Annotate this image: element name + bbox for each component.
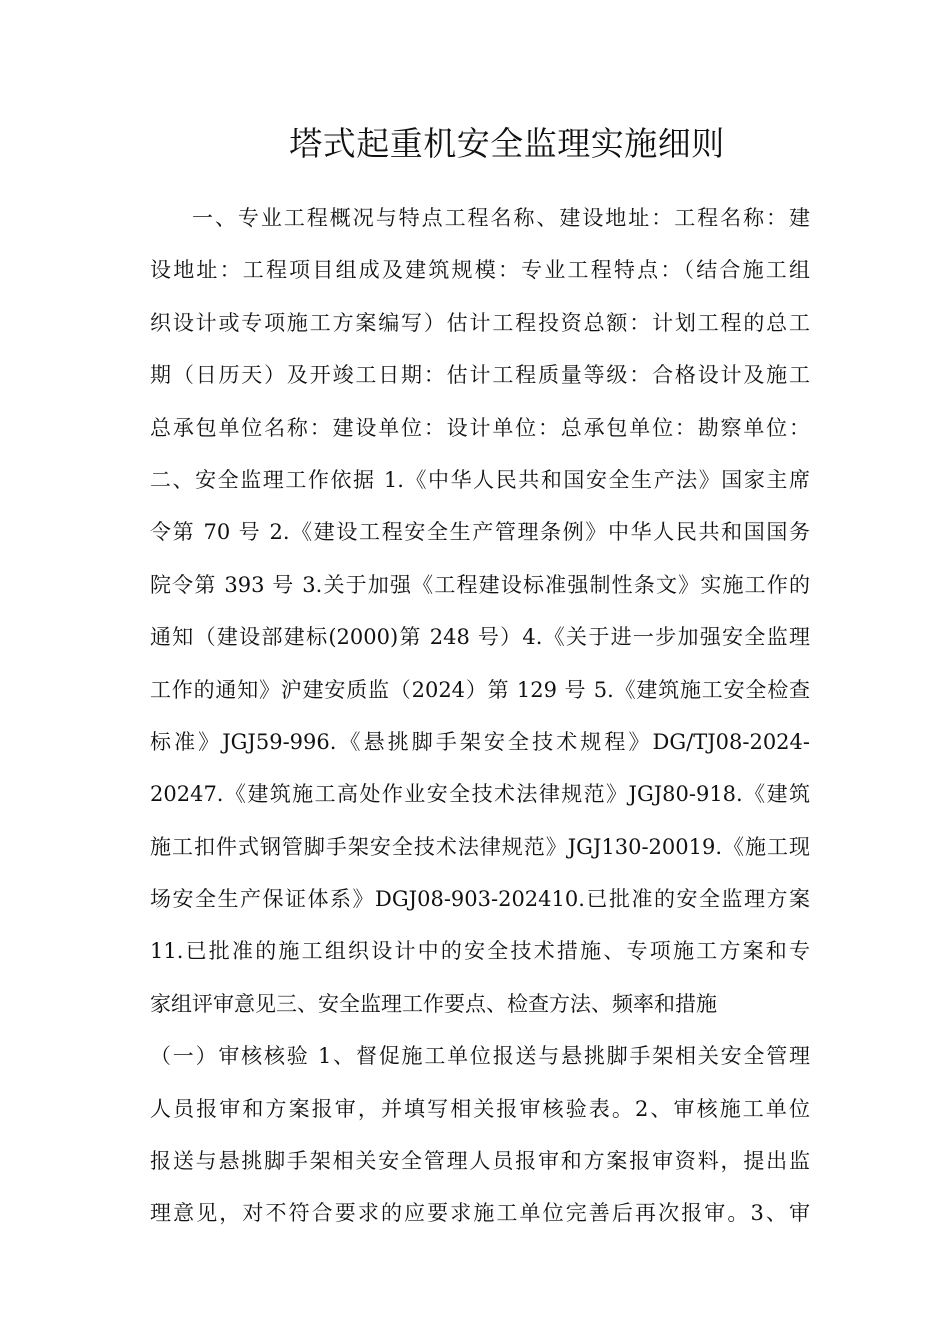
body-line: 通知（建设部建标(2000)第 248 号）4.《关于进一步加强安全监理 xyxy=(150,625,810,650)
body-line: 家组评审意见三、安全监理工作要点、检查方法、频率和措施 xyxy=(150,991,717,1016)
body-line: 20247.《建筑施工高处作业安全技术法律规范》JGJ80-918.《建筑 xyxy=(150,782,810,807)
body-line: 二、安全监理工作依据 1.《中华人民共和国安全生产法》国家主席 xyxy=(150,467,810,492)
body-line: 设地址：工程项目组成及建筑规模：专业工程特点：（结合施工组 xyxy=(150,258,810,283)
document-body xyxy=(150,192,810,1240)
body-line: 11.已批准的施工组织设计中的安全技术措施、专项施工方案和专 xyxy=(150,939,810,964)
document-title: 塔式起重机安全监理实施细则 xyxy=(289,124,725,163)
body-line: 报送与悬挑脚手架相关安全管理人员报审和方案报审资料，提出监 xyxy=(150,1149,810,1174)
body-line: 织设计或专项施工方案编写）估计工程投资总额：计划工程的总工 xyxy=(150,310,810,335)
body-line: 施工扣件式钢管脚手架安全技术法律规范》JGJ130-20019.《施工现 xyxy=(150,834,810,859)
body-line: 令第 70 号 2.《建设工程安全生产管理条例》中华人民共和国国务 xyxy=(150,520,810,545)
body-line: 理意见，对不符合要求的应要求施工单位完善后再次报审。3、审 xyxy=(150,1201,810,1226)
body-line: 人员报审和方案报审，并填写相关报审核验表。2、审核施工单位 xyxy=(150,1096,810,1121)
body-line: 总承包单位名称：建设单位：设计单位：总承包单位：勘察单位： xyxy=(150,415,810,440)
body-line: 标准》JGJ59-996.《悬挑脚手架安全技术规程》DG/TJ08-2024- xyxy=(150,729,810,754)
body-line: （一）审核核验 1、督促施工单位报送与悬挑脚手架相关安全管理 xyxy=(150,1044,810,1069)
body-line: 场安全生产保证体系》DGJ08-903-202410.已批准的安全监理方案 xyxy=(150,887,810,912)
body-line: 一、专业工程概况与特点工程名称、建设地址：工程名称：建 xyxy=(192,206,810,230)
body-line: 期（日历天）及开竣工日期：估计工程质量等级：合格设计及施工 xyxy=(150,363,810,388)
body-line: 工作的通知》沪建安质监（2024）第 129 号 5.《建筑施工安全检查 xyxy=(150,677,810,702)
body-line: 院令第 393 号 3.关于加强《工程建设标准强制性条文》实施工作的 xyxy=(150,572,810,597)
